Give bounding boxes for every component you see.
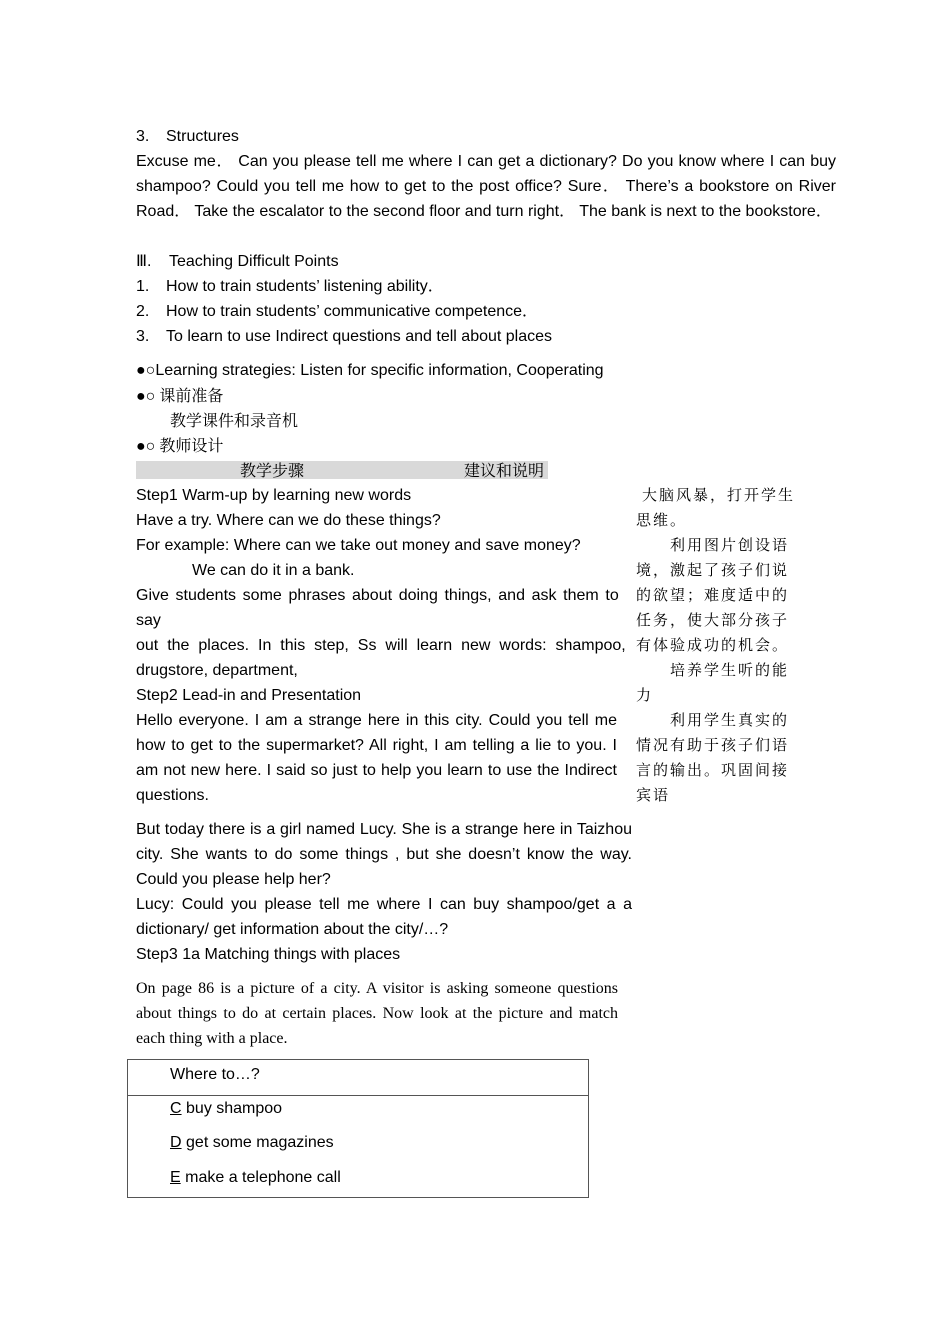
matching-row — [170, 1130, 334, 1155]
prep-heading: 课前准备 — [159, 386, 224, 405]
design-line — [136, 433, 223, 459]
matching-answer: C — [170, 1100, 182, 1117]
lucy-paragraph: But today there is a girl named Lucy. She is a strange here in Taizhou city. She wants to do some things , but she doesn’t know the way. Could you please help her? — [136, 821, 632, 888]
matching-activity: get some magazines — [186, 1134, 334, 1151]
bullet-circles-icon: ●○ — [136, 362, 156, 379]
difficult-point-number: 2. — [136, 303, 150, 320]
difficult-point-number: 3. — [136, 328, 150, 345]
side-note-listening: 培养学生听的能力 — [636, 661, 790, 704]
bullet-circles-icon: ●○ — [136, 438, 156, 455]
bullet-circles-icon: ●○ — [136, 388, 156, 405]
learning-strategies-text: Learning strategies: Listen for specific information, Cooperating — [155, 362, 604, 379]
matching-table — [127, 1059, 589, 1198]
difficult-points-heading — [136, 249, 339, 274]
matching-table-header — [128, 1060, 588, 1096]
header-teaching-steps: 教学步骤 — [240, 461, 305, 480]
header-suggestions: 建议和说明 — [464, 461, 545, 480]
prep-detail: 教学课件和录音机 — [170, 411, 299, 430]
difficult-points-heading-text: Teaching Difficult Points — [169, 253, 339, 270]
steps-table-header — [136, 461, 548, 479]
side-note-brainstorm: 大脑风暴，打开学生思维。 — [636, 486, 796, 529]
difficult-point-text: To learn to use Indirect questions and tell about places — [166, 328, 553, 345]
structures-paragraph: Excuse me． Can you please tell me where I can get a dictionary? Do you know where I can buy shampoo? Could you tell me how to get to the post office? Sure． There’s a bookstore on River Road． Take the escalator to the second floor and turn right． The bank is next to the bookstore． — [136, 153, 836, 220]
step3-title: Step3 1a Matching things with places — [136, 946, 401, 963]
side-note-real-situation: 利用学生真实的情况有助于孩子们语言的输出。巩固间接宾语 — [636, 711, 790, 804]
difficult-points-heading-number: Ⅲ. — [136, 253, 152, 270]
matching-activity: buy shampoo — [186, 1100, 283, 1117]
difficult-point-item — [136, 274, 444, 299]
side-notes — [636, 483, 798, 808]
prep-line — [136, 383, 223, 409]
difficult-point-item — [136, 324, 552, 349]
structures-heading-text: Structures — [166, 128, 239, 145]
step1-line: We can do it in a bank. — [192, 562, 355, 579]
lucy-question: Lucy: Could you please tell me where I can buy shampoo/get a a dictionary/ get information about the city/…? — [136, 896, 632, 938]
difficult-point-text: How to train students’ listening ability． — [166, 278, 444, 295]
matching-answer: E — [170, 1169, 181, 1186]
step1-title: Step1 Warm-up by learning new words — [136, 487, 412, 504]
matching-row — [170, 1165, 341, 1190]
learning-strategies-line — [136, 358, 604, 383]
step1-line: Have a try. Where can we do these things? — [136, 512, 441, 529]
step3-instruction: On page 86 is a picture of a city. A visitor is asking someone questions about things to do at certain places. Now look at the picture and match each thing with a place. — [136, 980, 618, 1047]
design-heading: 教师设计 — [159, 436, 224, 455]
difficult-point-item — [136, 299, 538, 324]
step1-line: Give students some phrases about doing things, and ask them to — [136, 587, 619, 604]
step2-title: Step2 Lead-in and Presentation — [136, 687, 362, 704]
matching-activity: make a telephone call — [185, 1169, 341, 1186]
matching-table-header-text: Where to…? — [170, 1066, 260, 1083]
step2-paragraph: Hello everyone. I am a strange here in this city. Could you tell me how to get to the supermarket? All right, I am telling a lie to you. I am not new here. I said so just to help you learn to use the Indirect questions. — [136, 712, 617, 804]
matching-answer: D — [170, 1134, 182, 1151]
structures-heading — [136, 124, 239, 149]
step1-line: For example: Where can we take out money and save money? — [136, 537, 581, 554]
side-note-picture-context: 利用图片创设语境，激起了孩子们说的欲望；难度适中的任务，使大部分孩子有体验成功的机会。 — [636, 536, 790, 654]
step1-line: say — [136, 612, 161, 629]
step1-line: out the places. In this step, Ss will learn new words: shampoo, — [136, 637, 626, 654]
difficult-point-number: 1. — [136, 278, 150, 295]
step1-line: drugstore, department, — [136, 662, 298, 679]
difficult-point-text: How to train students’ communicative competence． — [166, 303, 539, 320]
structures-heading-number: 3. — [136, 128, 150, 145]
matching-row — [170, 1096, 282, 1121]
